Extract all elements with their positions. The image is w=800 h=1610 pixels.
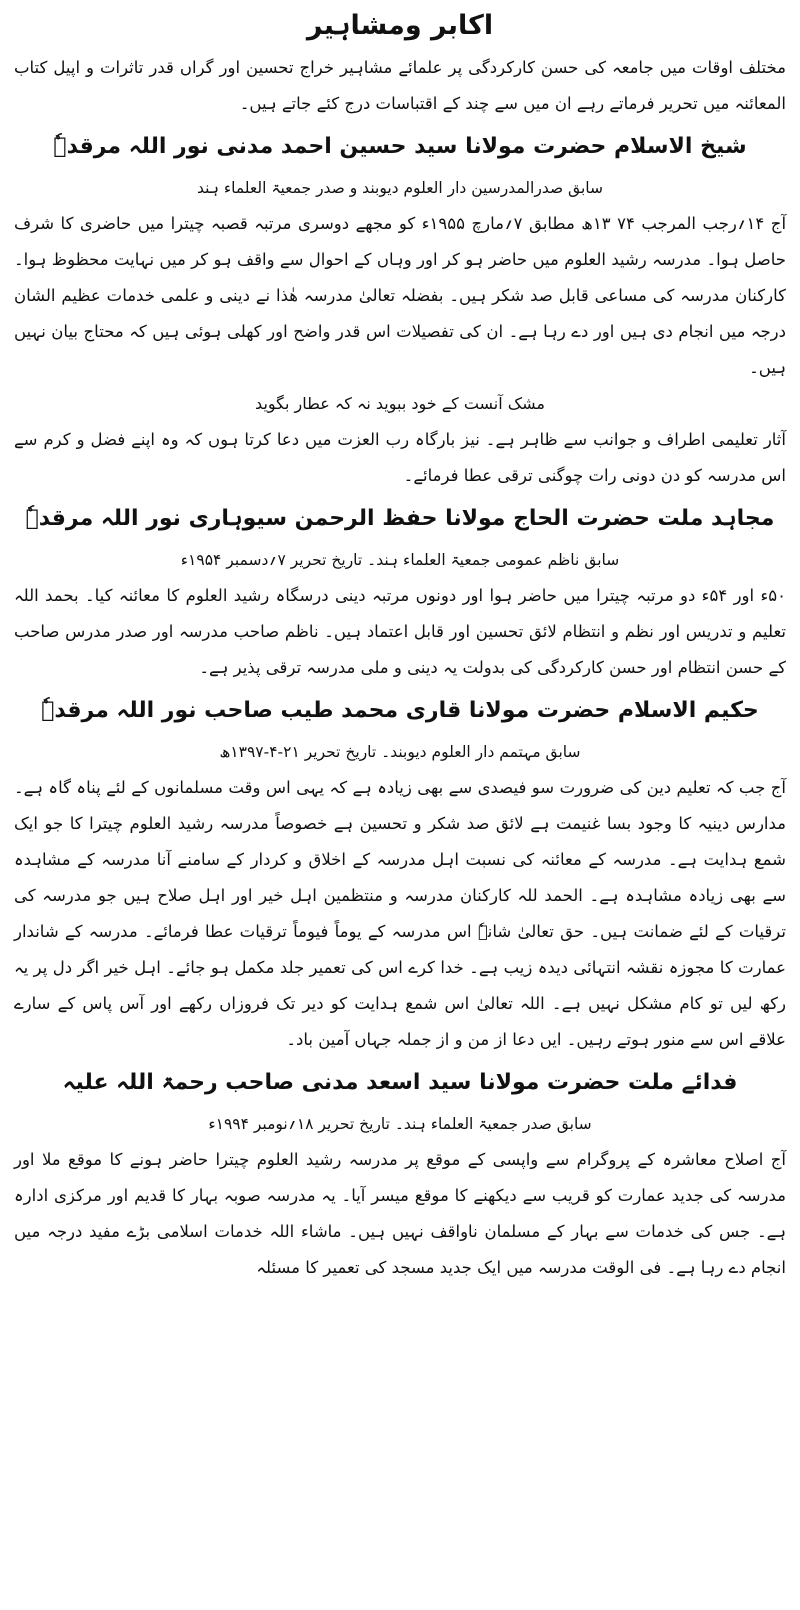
section-paragraph: آج جب کہ تعلیم دین کی ضرورت سو فیصدی سے بھی زیادہ ہے کہ یہی اس وقت مسلمانوں کے لئے پناہ گاہ ہے۔ مدارس دینیہ کا وجود بسا غنیمت ہے لائق صد شکر و تحسین ہے خصوصاً مدرسہ رشید العلوم چیترا کا جو ایک شمع ہدایت ہے۔ مدرسہ کے معائنہ کی نسبت اہل مدرسہ کے اخلاق و کردار کے سامنے آنا مدرسہ کے مشاہدہ سے بھی زیادہ مشاہدہ ہے۔ الحمد للہ کارکنان مدرسہ و منتظمین اہل خیر اور اہل صلاح ہیں جو مدرسہ کی ترقیات کے لئے ضمانت ہیں۔ حق تعالیٰ شانہٗ اس مدرسہ کے یوماً فیوماً ترقیات عطا فرمائے۔ مدرسہ کے شاندار عمارت کا مجوزہ نقشہ انتہائی دیدہ زیب ہے۔ خدا کرے اس کی تعمیر جلد مکمل ہو جائے۔ اہل خیر اگر دل پر یہ رکھ لیں تو کام مشکل نہیں ہے۔ اللہ تعالیٰ اس شمع ہدایت کو دیر تک فروزاں رکھے اور آس پاس کے سارے علاقے اس سے منور ہوتے رہیں۔ ایں دعا از من و از جملہ جہاں آمین باد۔ (14, 778, 786, 1049)
section-subheading: سابق صدرالمدرسین دار العلوم دیوبند و صدر جمعیۃ العلماء ہند (197, 179, 603, 197)
section-paragraph: آثار تعلیمی اطراف و جوانب سے ظاہر ہے۔ نیز بارگاہ رب العزت میں دعا کرتا ہوں کہ وہ اپنے فضل و کرم سے اس مدرسہ کو دن دونی رات چوگنی ترقی عطا فرمائے۔ (14, 430, 786, 485)
section-heading: شیخ الاسلام حضرت مولانا سید حسین احمد مدنی نور اللہ مرقدہٗ (53, 134, 747, 159)
section-heading: حکیم الاسلام حضرت مولانا قاری محمد طیب صاحب نور اللہ مرقدہٗ (41, 698, 759, 723)
section-paragraph: آج ۱۴؍رجب المرجب ۷۴ ۱۳ھ مطابق ۷؍مارچ ۱۹۵۵ء کو مجھے دوسری مرتبہ قصبہ چیترا میں حاضری کا شرف حاصل ہوا۔ مدرسہ رشید العلوم میں حاضر ہو کر اور وہاں کے احوال سے واقف ہو کر میں نہایت محظوظ ہوا۔ کارکنان مدرسہ کی مساعی قابل صد شکر ہیں۔ بفضلہ تعالیٰ مدرسہ ھٰذا نے دینی و علمی خدمات عظیم الشان درجہ میں انجام دی ہیں اور دے رہا ہے۔ ان کی تفصیلات اس قدر واضح اور کھلی ہوئی ہیں کہ محتاج بیان نہیں ہیں۔ (14, 214, 787, 377)
section-heading: فدائے ملت حضرت مولانا سید اسعد مدنی صاحب رحمۃ اللہ علیہ (62, 1070, 738, 1095)
section-subheading: سابق مہتمم دار العلوم دیوبند۔ تاریخ تحریر ۲۱-۴-۱۳۹۷ھ (219, 743, 581, 761)
section-subheading: سابق ناظم عمومی جمعیۃ العلماء ہند۔ تاریخ تحریر ۷؍دسمبر ۱۹۵۴ء (180, 551, 620, 569)
section-asad-madani (14, 1062, 786, 1286)
section-qari-tayyib (14, 690, 786, 1058)
section-madani (14, 126, 786, 494)
section-heading: مجاہد ملت حضرت الحاج مولانا حفظ الرحمن سیوہاری نور اللہ مرقدہٗ (25, 506, 775, 531)
persian-verse: مشک آنست کے خود ببوید نہ کہ عطار بگوید (255, 394, 545, 413)
section-subheading: سابق صدر جمعیۃ العلماء ہند۔ تاریخ تحریر ۱۸؍نومبر ۱۹۹۴ء (208, 1115, 592, 1133)
section-paragraph: آج اصلاح معاشرہ کے پروگرام سے واپسی کے موقع پر مدرسہ رشید العلوم چیترا حاضر ہونے کا موقع ملا اور مدرسہ کی جدید عمارت کو قریب سے دیکھنے کا موقع میسر آیا۔ یہ مدرسہ صوبہ بہار کا قدیم اور مرکزی ادارہ ہے۔ جس کی خدمات سے بہار کے مسلمان ناواقف نہیں ہیں۔ ماشاء اللہ خدمات اسلامی بڑے مفید درجہ میں انجام دے رہا ہے۔ فی الوقت مدرسہ میں ایک جدید مسجد کی تعمیر کا مسئلہ (14, 1150, 786, 1277)
intro-paragraph: مختلف اوقات میں جامعہ کی حسن کارکردگی پر علمائے مشاہیر خراج تحسین اور گراں قدر تاثرات و اپیل کتاب المعائنہ میں تحریر فرماتے رہے ان میں سے چند کے اقتباسات درج کئے جاتے ہیں۔ (14, 58, 786, 113)
section-paragraph: ۵۰ء اور ۵۴ء دو مرتبہ چیترا میں حاضر ہوا اور دونوں مرتبہ دینی درسگاہ رشید العلوم کا معائنہ کیا۔ بحمد اللہ تعلیم و تدریس اور نظم و انتظام لائق تحسین اور قابل اعتماد ہیں۔ ناظم صاحب مدرسہ اور صدر مدرس صاحب کے حسن انتظام اور حسن کارکردگی کی بدولت یہ دینی و ملی مدرسہ ترقی پذیر ہے۔ (14, 586, 786, 677)
section-seoharvi (14, 498, 786, 686)
page-title: اکابر ومشاہیر (306, 10, 494, 41)
